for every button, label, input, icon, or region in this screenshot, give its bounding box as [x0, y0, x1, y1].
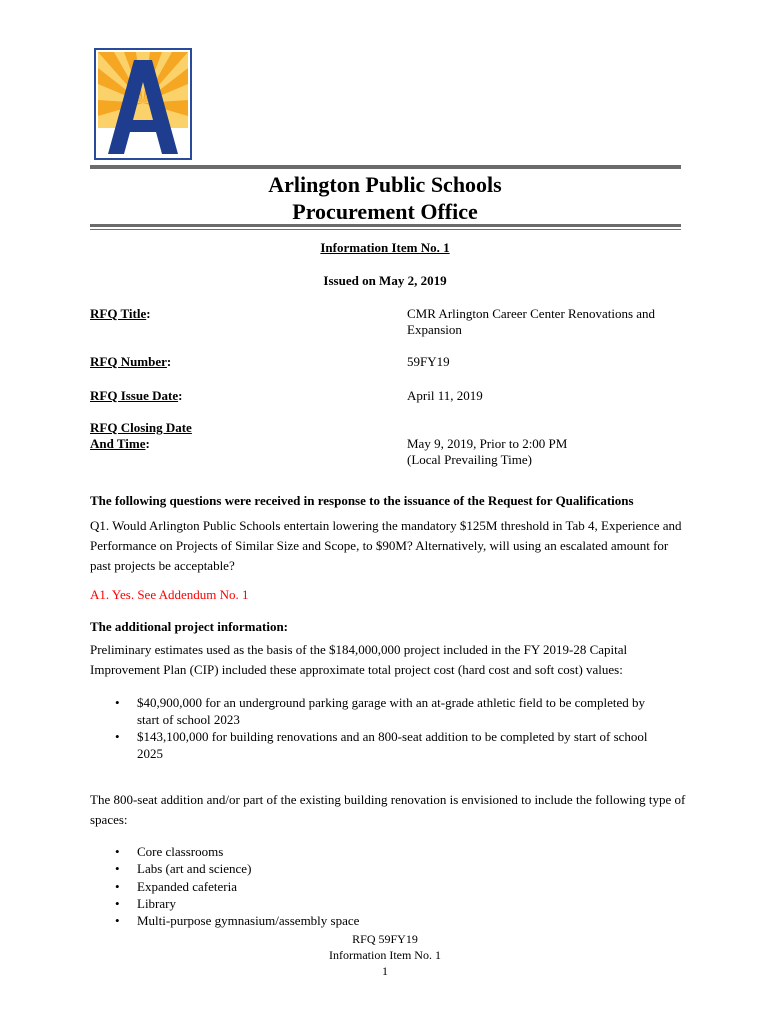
info-item-title: Information Item No. 1 — [320, 240, 450, 255]
field-label-rfq-number: RFQ Number: — [90, 354, 172, 369]
question-1: Q1. Would Arlington Public Schools entertain lowering the mandatory $125M threshold in Tab 4, Experience and Performance on Projects of Similar Size and Scope, to $90M? Alternatively, will using an escalated amount for past projects be acceptable? — [90, 518, 682, 573]
list-item: • Library — [90, 895, 490, 912]
field-label-rfq-issue-date: RFQ Issue Date: — [90, 388, 183, 403]
footer-info-item: Information Item No. 1 — [329, 948, 441, 962]
aps-logo — [94, 48, 192, 160]
spaces-paragraph: The 800-seat addition and/or part of the existing building renovation is envisioned to include the following type of spaces: — [90, 792, 686, 827]
field-value-rfq-closing: May 9, 2019, Prior to 2:00 PM (Local Prevailing Time) — [407, 436, 568, 467]
cost-bullet-list — [90, 694, 655, 762]
spaces-list — [90, 843, 490, 929]
page-footer — [0, 931, 770, 979]
header-rule-top — [90, 165, 681, 169]
field-label-rfq-closing: RFQ Closing Date And Time: — [90, 420, 192, 451]
issued-date: Issued on May 2, 2019 — [323, 273, 447, 288]
footer-rfq: RFQ 59FY19 — [352, 932, 418, 946]
header-rule-bottom-thin — [90, 229, 681, 230]
field-value-rfq-title: CMR Arlington Career Center Renovations and Expansion — [407, 306, 656, 337]
field-value-rfq-issue-date: April 11, 2019 — [407, 388, 483, 403]
page-number: 1 — [382, 964, 388, 978]
additional-info-paragraph: Preliminary estimates used as the basis of the $184,000,000 project included in the FY 2019-28 Capital Improvement Plan (CIP) included these approximate total project cost (hard cost and soft cost) values: — [90, 642, 628, 677]
office-title: Procurement Office — [292, 199, 478, 224]
additional-info-heading: The additional project information: — [90, 619, 289, 634]
list-item: • Expanded cafeteria — [90, 878, 490, 895]
field-label-rfq-title: RFQ Title: — [90, 306, 151, 321]
list-item: • $143,100,000 for building renovations and an 800-seat addition to be completed by start of school 2025 — [90, 728, 655, 762]
list-item: • $40,900,000 for an underground parking garage with an at-grade athletic field to be completed by start of school 2023 — [90, 694, 655, 728]
questions-heading: The following questions were received in response to the issuance of the Request for Qualifications — [90, 493, 634, 508]
header-rule-bottom — [90, 224, 681, 227]
answer-1: A1. Yes. See Addendum No. 1 — [90, 587, 249, 602]
list-item: • Labs (art and science) — [90, 860, 490, 877]
list-item: • Multi-purpose gymnasium/assembly space — [90, 912, 490, 929]
field-value-rfq-number: 59FY19 — [407, 354, 450, 369]
list-item: • Core classrooms — [90, 843, 490, 860]
org-title: Arlington Public Schools — [268, 172, 502, 197]
